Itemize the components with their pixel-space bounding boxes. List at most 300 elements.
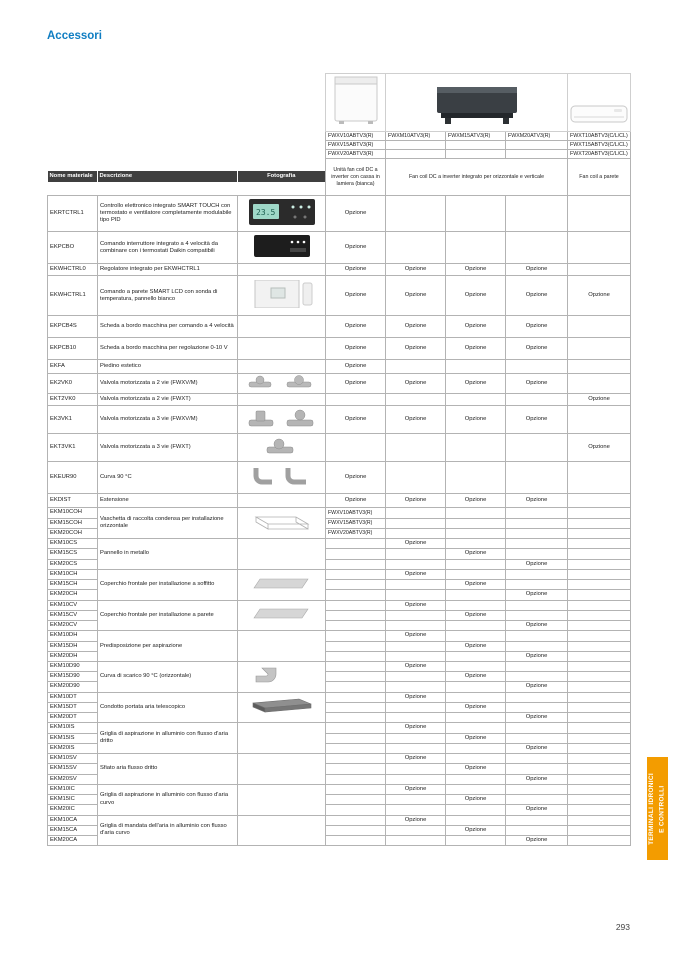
empty-cell xyxy=(568,462,631,494)
empty-cell xyxy=(506,610,568,620)
material-description: Scheda a bordo macchina per comando a 4 velocità xyxy=(98,316,238,338)
empty-cell xyxy=(446,661,506,671)
col-header-nome-materiale: Nome materiale xyxy=(48,159,98,196)
model-row xyxy=(48,150,631,159)
empty-cell xyxy=(506,784,568,794)
photo-empty xyxy=(238,338,326,360)
option-cell: Opzione xyxy=(386,494,446,508)
material-description: Regolatore integrato per EKWHCTRL1 xyxy=(98,264,238,276)
empty-cell xyxy=(568,621,631,631)
empty-cell xyxy=(446,590,506,600)
empty-cell xyxy=(326,569,386,579)
option-cell: Opzione xyxy=(386,631,446,641)
header-spacer xyxy=(48,141,326,150)
option-cell: Opzione xyxy=(506,264,568,276)
empty-cell xyxy=(326,733,386,743)
option-cell: Opzione xyxy=(386,338,446,360)
material-code: EKM10CS xyxy=(48,539,98,549)
model-name: FWXM20ATV3(R) xyxy=(506,132,568,141)
empty-cell xyxy=(506,528,568,538)
empty-cell xyxy=(326,754,386,764)
table-row xyxy=(48,196,631,232)
material-description: Scheda a bordo macchina per regolazione 0-10 V xyxy=(98,338,238,360)
material-code: EKM20IS xyxy=(48,743,98,753)
option-cell: Opzione xyxy=(386,264,446,276)
page-title: Accessori xyxy=(47,30,102,42)
empty-cell xyxy=(326,394,386,406)
empty-cell xyxy=(446,815,506,825)
empty-cell xyxy=(568,338,631,360)
empty-cell xyxy=(326,672,386,682)
empty-cell xyxy=(506,196,568,232)
empty-cell xyxy=(386,764,446,774)
option-cell: Opzione xyxy=(326,316,386,338)
material-description: Valvola motorizzata a 2 vie (FWXT) xyxy=(98,394,238,406)
material-code: EKM10CV xyxy=(48,600,98,610)
model-row xyxy=(48,141,631,150)
empty-cell xyxy=(386,651,446,661)
empty-cell xyxy=(446,723,506,733)
empty-cell xyxy=(386,508,446,518)
empty-cell xyxy=(568,702,631,712)
option-cell: Opzione xyxy=(446,406,506,434)
option-cell: Opzione xyxy=(386,569,446,579)
col-header-descrizione: Descrizione xyxy=(98,159,238,196)
empty-cell xyxy=(568,406,631,434)
empty-cell xyxy=(568,316,631,338)
header-spacer xyxy=(48,150,326,159)
empty-cell xyxy=(386,549,446,559)
empty-cell xyxy=(446,600,506,610)
empty-cell xyxy=(568,569,631,579)
empty-cell xyxy=(568,835,631,845)
option-cell: Opzione xyxy=(386,539,446,549)
empty-cell xyxy=(386,713,446,723)
section-tab-terminali-idronici[interactable] xyxy=(647,757,668,860)
empty-cell xyxy=(326,702,386,712)
speed-switch-panel-photo xyxy=(238,232,326,264)
material-code: EKM10CA xyxy=(48,815,98,825)
empty-cell xyxy=(506,508,568,518)
empty-cell xyxy=(386,835,446,845)
unit-caption-fwxt: Fan coil a parete xyxy=(568,159,631,196)
material-code: EKM20IC xyxy=(48,805,98,815)
option-cell: Opzione xyxy=(326,462,386,494)
material-code: EKM15IC xyxy=(48,795,98,805)
option-cell: Opzione xyxy=(446,316,506,338)
material-code: EKM15SV xyxy=(48,764,98,774)
empty-cell xyxy=(446,150,506,159)
table-row xyxy=(48,434,631,462)
material-code: EKM15DH xyxy=(48,641,98,651)
empty-cell xyxy=(506,518,568,528)
empty-cell xyxy=(568,264,631,276)
empty-cell xyxy=(386,672,446,682)
empty-cell xyxy=(506,661,568,671)
empty-cell xyxy=(326,784,386,794)
option-cell: Opzione xyxy=(568,276,631,316)
empty-cell xyxy=(326,590,386,600)
condensate-tray-photo xyxy=(238,508,326,539)
empty-cell xyxy=(326,631,386,641)
empty-cell xyxy=(568,784,631,794)
concealed-fan-coil-image xyxy=(386,74,568,132)
empty-cell xyxy=(446,141,506,150)
table-row xyxy=(48,374,631,394)
option-cell: Opzione xyxy=(386,600,446,610)
photo-empty xyxy=(238,316,326,338)
option-cell: Opzione xyxy=(506,651,568,661)
material-code: EKM20D90 xyxy=(48,682,98,692)
empty-cell xyxy=(326,661,386,671)
option-cell: Opzione xyxy=(446,733,506,743)
empty-cell xyxy=(446,508,506,518)
empty-cell xyxy=(446,196,506,232)
empty-cell xyxy=(326,580,386,590)
option-cell: Opzione xyxy=(506,621,568,631)
valve-2way-photo xyxy=(238,374,326,394)
empty-cell xyxy=(386,590,446,600)
material-code: EKDIST xyxy=(48,494,98,508)
empty-cell xyxy=(386,462,446,494)
table-row xyxy=(48,661,631,671)
material-code: EKM20CV xyxy=(48,621,98,631)
photo-empty xyxy=(238,815,326,846)
table-row xyxy=(48,569,631,579)
empty-cell xyxy=(506,549,568,559)
floor-unit-icon xyxy=(334,75,378,125)
option-cell: FWXV20ABTV3(R) xyxy=(326,528,386,538)
empty-cell xyxy=(446,754,506,764)
material-code: EK2VK0 xyxy=(48,374,98,394)
option-cell: Opzione xyxy=(446,795,506,805)
material-code: EKM10CH xyxy=(48,569,98,579)
empty-cell xyxy=(506,394,568,406)
photo-empty xyxy=(238,723,326,754)
table-row xyxy=(48,723,631,733)
empty-cell xyxy=(506,600,568,610)
material-description: Griglia di mandata dell'aria in alluminio con flusso d'aria curvo xyxy=(98,815,238,846)
empty-cell xyxy=(386,580,446,590)
option-cell: Opzione xyxy=(506,805,568,815)
empty-cell xyxy=(446,434,506,462)
empty-cell xyxy=(386,196,446,232)
material-description: Predisposizione per aspirazione xyxy=(98,631,238,662)
empty-cell xyxy=(568,825,631,835)
section-tab-label: TERMINALI IDRONICI E CONTROLLI xyxy=(648,772,666,845)
empty-cell xyxy=(568,743,631,753)
material-code: EKPCB4S xyxy=(48,316,98,338)
empty-cell xyxy=(506,580,568,590)
option-cell: FWXV15ABTV3(R) xyxy=(326,518,386,528)
photo-empty xyxy=(238,360,326,374)
empty-cell xyxy=(386,559,446,569)
empty-cell xyxy=(506,569,568,579)
option-cell: Opzione xyxy=(326,232,386,264)
photo-empty xyxy=(238,494,326,508)
option-cell: Opzione xyxy=(326,360,386,374)
empty-cell xyxy=(446,569,506,579)
photo-empty xyxy=(238,394,326,406)
option-cell: Opzione xyxy=(506,276,568,316)
photo-empty xyxy=(238,631,326,662)
empty-cell xyxy=(326,682,386,692)
wall-mounted-fan-coil-image xyxy=(568,74,631,132)
material-code: EKM10IC xyxy=(48,784,98,794)
empty-cell xyxy=(568,774,631,784)
empty-cell xyxy=(386,518,446,528)
empty-cell xyxy=(446,518,506,528)
empty-cell xyxy=(386,774,446,784)
table-row xyxy=(48,264,631,276)
model-name: FWXT20ABTV3(C/L/CL) xyxy=(568,150,631,159)
option-cell: Opzione xyxy=(446,825,506,835)
empty-cell xyxy=(446,774,506,784)
empty-cell xyxy=(386,528,446,538)
empty-cell xyxy=(506,150,568,159)
empty-cell xyxy=(506,141,568,150)
empty-cell xyxy=(446,559,506,569)
empty-cell xyxy=(326,723,386,733)
empty-cell xyxy=(568,494,631,508)
table-row xyxy=(48,784,631,794)
empty-cell xyxy=(386,232,446,264)
option-cell: Opzione xyxy=(386,784,446,794)
option-cell: Opzione xyxy=(326,494,386,508)
table-row xyxy=(48,494,631,508)
empty-cell xyxy=(568,232,631,264)
material-code: EK3VK1 xyxy=(48,406,98,434)
material-code: EKWHCTRL1 xyxy=(48,276,98,316)
empty-cell xyxy=(326,549,386,559)
empty-cell xyxy=(568,549,631,559)
empty-cell xyxy=(506,764,568,774)
material-code: EKM10SV xyxy=(48,754,98,764)
empty-cell xyxy=(506,723,568,733)
material-description: Coperchio frontale per installazione a parete xyxy=(98,600,238,631)
material-description: Valvola motorizzata a 3 vie (FWXT) xyxy=(98,434,238,462)
material-code: EKM10DH xyxy=(48,631,98,641)
empty-cell xyxy=(386,360,446,374)
empty-cell xyxy=(326,651,386,661)
option-cell: Opzione xyxy=(326,406,386,434)
material-code: EKM20CS xyxy=(48,559,98,569)
table-row xyxy=(48,600,631,610)
material-code: EKM20DT xyxy=(48,713,98,723)
empty-cell xyxy=(446,743,506,753)
unit-caption-fwxm: Fan coil DC a inverter integrato per orizzontale e verticale xyxy=(386,159,568,196)
empty-cell xyxy=(386,610,446,620)
option-cell: Opzione xyxy=(446,338,506,360)
empty-cell xyxy=(446,805,506,815)
front-cover-photo xyxy=(238,600,326,631)
empty-cell xyxy=(446,692,506,702)
photo-empty xyxy=(238,754,326,785)
empty-cell xyxy=(568,661,631,671)
material-code: EKM20COH xyxy=(48,528,98,538)
option-cell: Opzione xyxy=(446,641,506,651)
empty-cell xyxy=(386,150,446,159)
material-description: Pannello in metallo xyxy=(98,539,238,570)
material-description: Griglia di aspirazione in alluminio con flusso d'aria dritto xyxy=(98,723,238,754)
empty-cell xyxy=(568,508,631,518)
empty-cell xyxy=(326,713,386,723)
model-name: FWXT10ABTV3(C/L/CL) xyxy=(568,132,631,141)
material-code: EKM15IS xyxy=(48,733,98,743)
empty-cell xyxy=(386,743,446,753)
option-cell: Opzione xyxy=(568,434,631,462)
empty-cell xyxy=(506,360,568,374)
material-code: EKT2VK0 xyxy=(48,394,98,406)
empty-cell xyxy=(506,641,568,651)
material-code: EKM10D90 xyxy=(48,661,98,671)
option-cell: Opzione xyxy=(326,196,386,232)
material-code: EKM15D90 xyxy=(48,672,98,682)
svg-text:23.5: 23.5 xyxy=(255,208,275,218)
empty-cell xyxy=(326,825,386,835)
empty-cell xyxy=(568,713,631,723)
empty-cell xyxy=(568,733,631,743)
option-cell: Opzione xyxy=(386,374,446,394)
material-code: EKT3VK1 xyxy=(48,434,98,462)
empty-cell xyxy=(568,600,631,610)
empty-cell xyxy=(326,764,386,774)
material-code: EKPCB10 xyxy=(48,338,98,360)
table-row xyxy=(48,692,631,702)
empty-cell xyxy=(446,360,506,374)
material-code: EKM15CV xyxy=(48,610,98,620)
empty-cell xyxy=(568,539,631,549)
empty-cell xyxy=(326,600,386,610)
material-description: Comando interruttore integrato a 4 velocità da combinare con i termostati Daikin compatibili xyxy=(98,232,238,264)
empty-cell xyxy=(568,559,631,569)
pipe-curve-photo xyxy=(238,462,326,494)
option-cell: Opzione xyxy=(568,394,631,406)
empty-cell xyxy=(386,621,446,631)
empty-cell xyxy=(446,713,506,723)
accessories-table xyxy=(47,73,631,846)
option-cell: Opzione xyxy=(326,338,386,360)
wall-unit-icon xyxy=(570,105,628,125)
model-name: FWXT15ABTV3(C/L/CL) xyxy=(568,141,631,150)
empty-cell xyxy=(326,774,386,784)
material-description: Comando a parete SMART LCD con sonda di temperatura, pannello bianco xyxy=(98,276,238,316)
material-code: EKM10COH xyxy=(48,508,98,518)
material-description: Curva 90 °C xyxy=(98,462,238,494)
model-name: FWXM15ATV3(R) xyxy=(446,132,506,141)
material-code: EKWHCTRL0 xyxy=(48,264,98,276)
empty-cell xyxy=(446,462,506,494)
material-description: Condotto portata aria telescopico xyxy=(98,692,238,723)
empty-cell xyxy=(326,835,386,845)
empty-cell xyxy=(386,394,446,406)
empty-cell xyxy=(326,621,386,631)
empty-cell xyxy=(568,518,631,528)
option-cell: Opzione xyxy=(386,661,446,671)
empty-cell xyxy=(326,805,386,815)
model-name: FWXM10ATV3(R) xyxy=(386,132,446,141)
table-row xyxy=(48,815,631,825)
option-cell: Opzione xyxy=(446,276,506,316)
empty-cell xyxy=(446,394,506,406)
empty-cell xyxy=(446,631,506,641)
empty-cell xyxy=(568,580,631,590)
empty-cell xyxy=(568,692,631,702)
valve-3way-photo xyxy=(238,406,326,434)
option-cell: Opzione xyxy=(506,835,568,845)
empty-cell xyxy=(506,692,568,702)
header-spacer xyxy=(48,74,326,132)
valve-3way-small-photo xyxy=(238,434,326,462)
material-code: EKM20DH xyxy=(48,651,98,661)
empty-cell xyxy=(506,462,568,494)
empty-cell xyxy=(446,835,506,845)
empty-cell xyxy=(506,815,568,825)
table-row xyxy=(48,508,631,518)
option-cell: FWXV10ABTV3(R) xyxy=(326,508,386,518)
option-cell: Opzione xyxy=(326,264,386,276)
option-cell: Opzione xyxy=(326,276,386,316)
empty-cell xyxy=(506,631,568,641)
option-cell: Opzione xyxy=(446,610,506,620)
option-cell: Opzione xyxy=(386,276,446,316)
material-description: Estensione xyxy=(98,494,238,508)
empty-cell xyxy=(386,805,446,815)
material-code: EKEUR90 xyxy=(48,462,98,494)
empty-cell xyxy=(568,610,631,620)
empty-cell xyxy=(568,795,631,805)
empty-cell xyxy=(506,702,568,712)
empty-cell xyxy=(568,196,631,232)
material-description: Piedino estetico xyxy=(98,360,238,374)
material-code: EKM15DT xyxy=(48,702,98,712)
wall-controller-photo xyxy=(238,276,326,316)
empty-cell xyxy=(386,825,446,835)
empty-cell xyxy=(446,528,506,538)
option-cell: Opzione xyxy=(446,374,506,394)
material-code: EKFA xyxy=(48,360,98,374)
empty-cell xyxy=(506,232,568,264)
table-row xyxy=(48,631,631,641)
empty-cell xyxy=(506,733,568,743)
empty-cell xyxy=(386,733,446,743)
empty-cell xyxy=(386,795,446,805)
material-code: EKM15CA xyxy=(48,825,98,835)
empty-cell xyxy=(326,795,386,805)
smart-touch-controller-photo xyxy=(238,196,326,232)
empty-cell xyxy=(446,651,506,661)
empty-cell xyxy=(326,743,386,753)
empty-cell xyxy=(326,815,386,825)
material-code: EKM15CS xyxy=(48,549,98,559)
empty-cell xyxy=(386,641,446,651)
empty-cell xyxy=(506,672,568,682)
material-code: EKM15COH xyxy=(48,518,98,528)
option-cell: Opzione xyxy=(446,264,506,276)
option-cell: Opzione xyxy=(446,580,506,590)
page-number: 293 xyxy=(615,922,630,932)
option-cell: Opzione xyxy=(506,494,568,508)
model-row xyxy=(48,132,631,141)
empty-cell xyxy=(506,434,568,462)
option-cell: Opzione xyxy=(446,494,506,508)
empty-cell xyxy=(446,539,506,549)
table-row xyxy=(48,539,631,549)
telescopic-duct-photo xyxy=(238,692,326,723)
option-cell: Opzione xyxy=(386,406,446,434)
empty-cell xyxy=(506,795,568,805)
option-cell: Opzione xyxy=(506,559,568,569)
